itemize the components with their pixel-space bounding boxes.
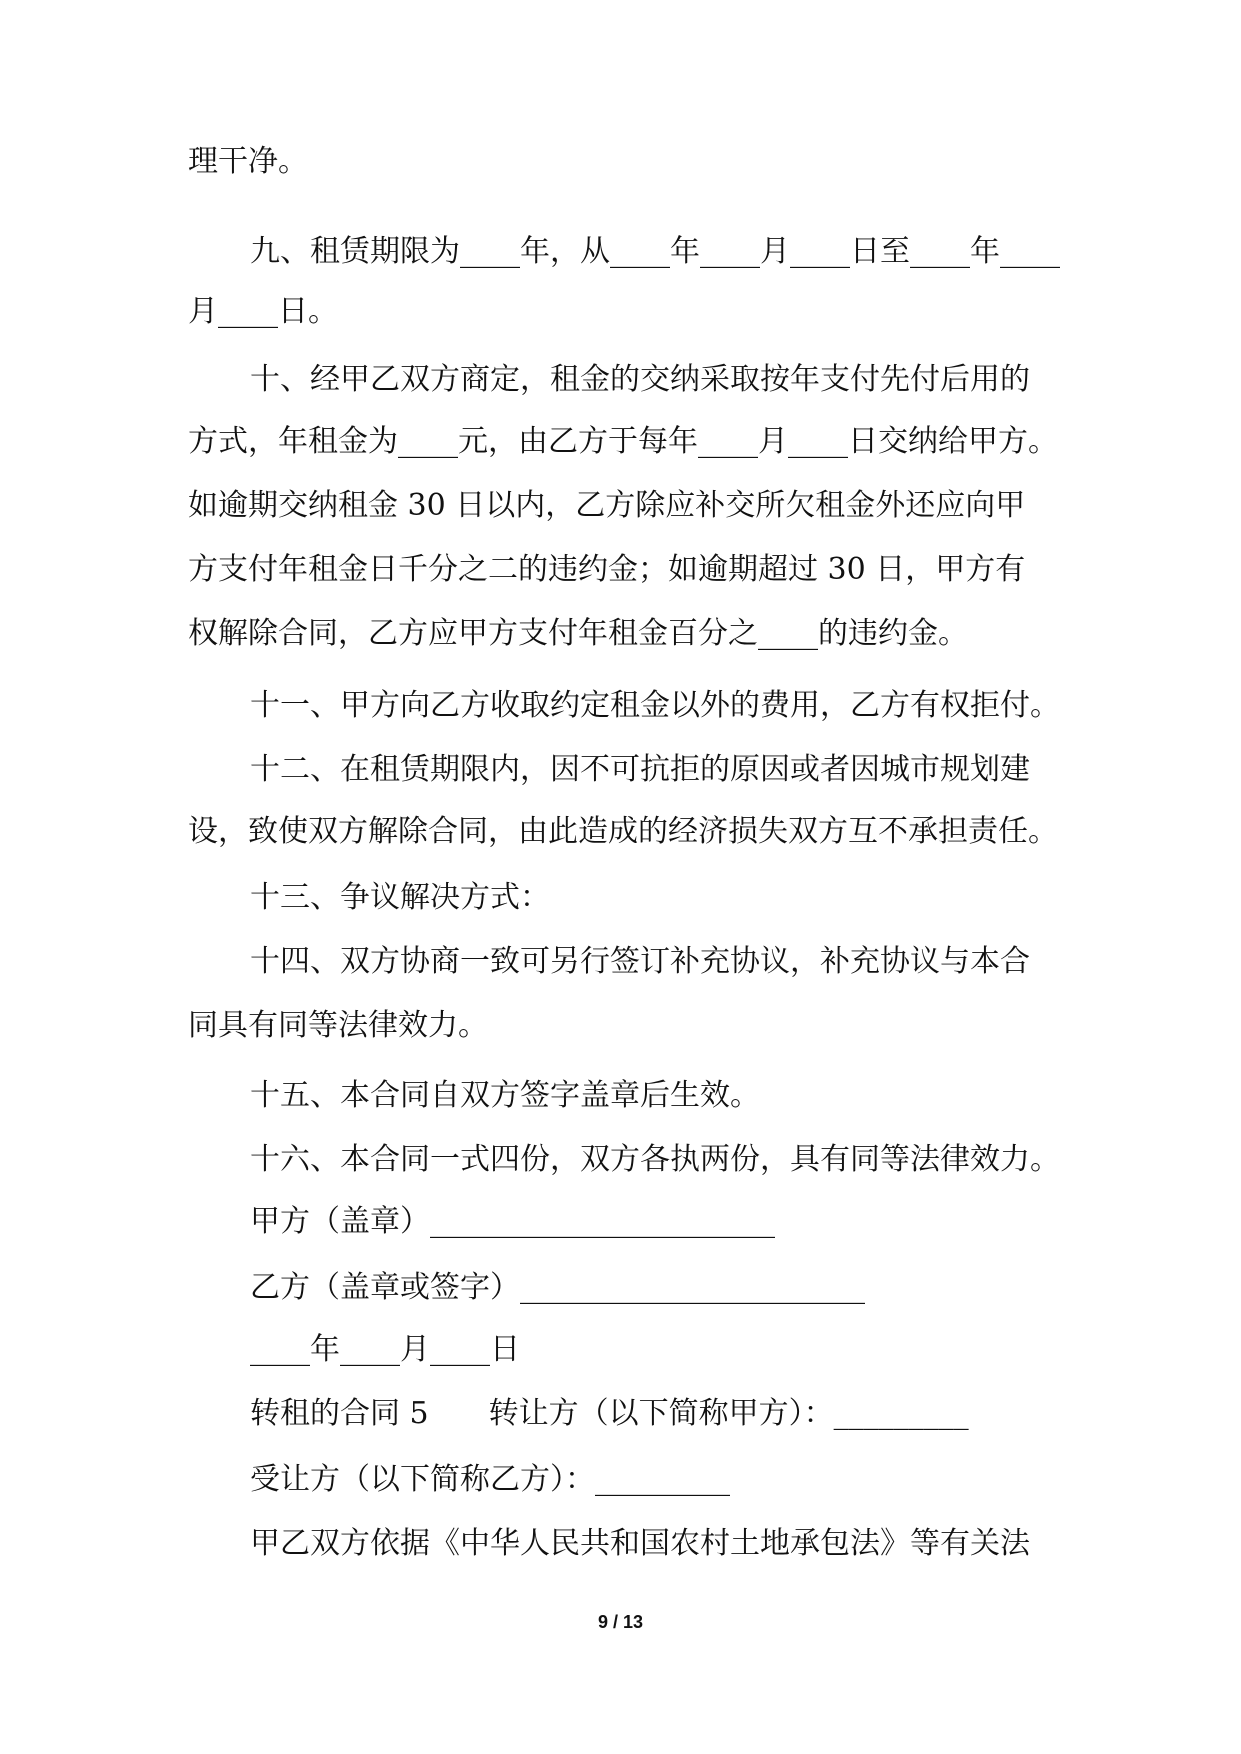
- text-line: 十二、在租赁期限内，因不可抗拒的原因或者因城市规划建: [250, 752, 1030, 787]
- text-line: 十四、双方协商一致可另行签订补充协议，补充协议与本合: [250, 944, 1030, 979]
- text-line: 月____日。: [188, 294, 338, 329]
- text-line: 十三、争议解决方式：: [250, 880, 550, 915]
- text-line: 设，致使双方解除合同，由此造成的经济损失双方互不承担责任。: [188, 814, 1058, 849]
- signature-line-party-b: 乙方（盖章或签字）_______________________: [250, 1270, 865, 1305]
- text-line: 十六、本合同一式四份，双方各执两份，具有同等法律效力。: [250, 1142, 1060, 1177]
- text-line: 方支付年租金日千分之二的违约金；如逾期超过 30 日，甲方有: [188, 552, 1026, 587]
- text-line: 同具有同等法律效力。: [188, 1008, 488, 1043]
- text-line: 理干净。: [188, 144, 308, 179]
- signature-line-party-a: 甲方（盖章）_______________________: [250, 1204, 775, 1239]
- text-line: 十、经甲乙双方商定，租金的交纳采取按年支付先付后用的: [250, 362, 1030, 397]
- page-number: 9 / 13: [597, 1612, 644, 1632]
- date-line: ____年____月____日: [250, 1332, 520, 1367]
- text-line: 权解除合同，乙方应甲方支付年租金百分之____的违约金。: [188, 616, 968, 651]
- text-line: 九、租赁期限为____年，从____年____月____日至____年____: [250, 234, 1060, 269]
- text-line: 转租的合同 5 转让方（以下简称甲方）：_________: [250, 1396, 969, 1431]
- text-line: 十一、甲方向乙方收取约定租金以外的费用，乙方有权拒付。: [250, 688, 1060, 723]
- text-line: 甲乙双方依据《中华人民共和国农村土地承包法》等有关法: [250, 1526, 1030, 1561]
- text-line: 方式，年租金为____元，由乙方于每年____月____日交纳给甲方。: [188, 424, 1058, 459]
- text-line: 十五、本合同自双方签字盖章后生效。: [250, 1078, 760, 1113]
- text-line: 如逾期交纳租金 30 日以内，乙方除应补交所欠租金外还应向甲: [188, 488, 1026, 523]
- text-line: 受让方（以下简称乙方）：_________: [250, 1462, 730, 1497]
